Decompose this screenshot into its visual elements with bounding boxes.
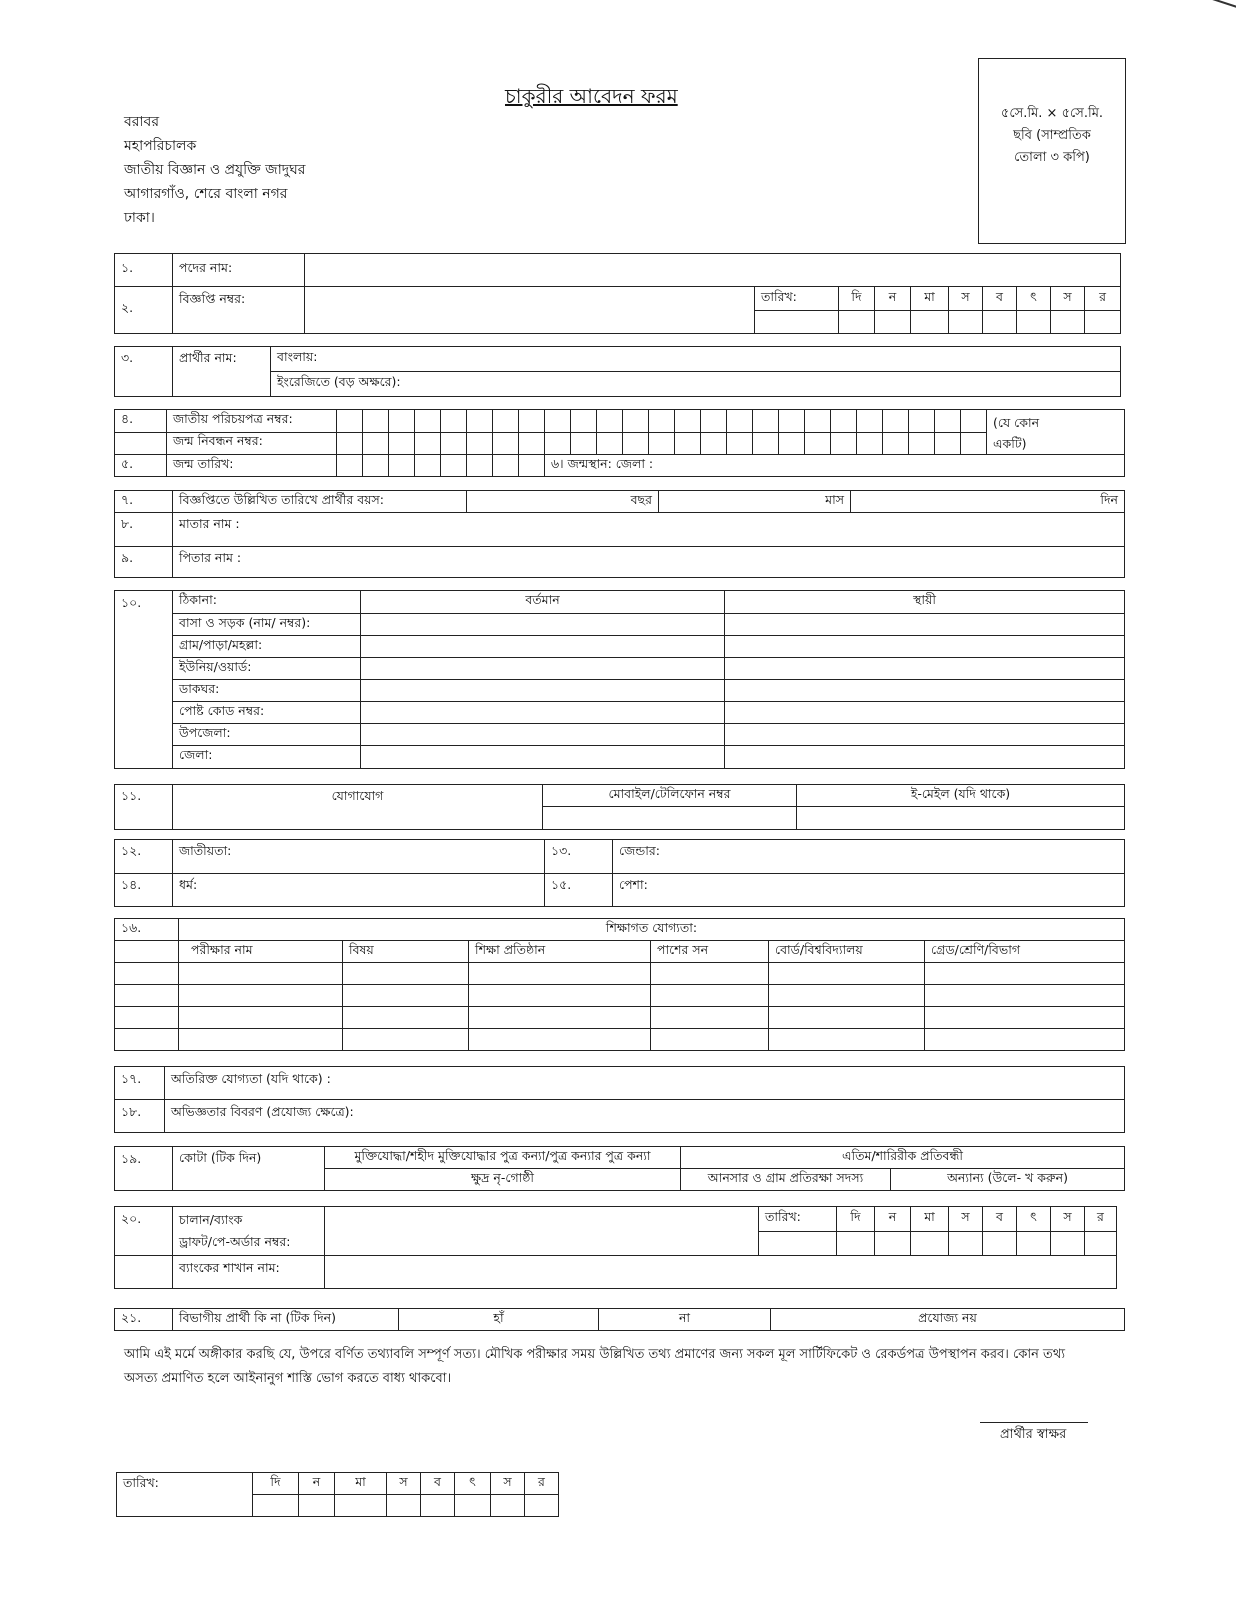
row-number: ১৫. [545,874,613,907]
date-digit-cell[interactable] [299,1495,335,1517]
edu-cell[interactable] [651,985,769,1007]
digit-box[interactable] [337,455,363,477]
row-number: ১৭. [115,1067,165,1100]
permanent-field[interactable] [725,746,1125,769]
edu-cell[interactable] [769,1007,925,1029]
phone-header: মোবাইল/টেলিফোন নম্বর [543,785,797,807]
quota-ethnic-minority[interactable]: ক্ষুদ্র নৃ-গোষ্ঠী [325,1169,681,1191]
address-line: বরাবর [124,114,160,130]
quota-label: কোটা (টিক দিন) [173,1147,325,1191]
date-letter: মা [911,1207,949,1232]
option-yes[interactable]: হাঁ [399,1309,599,1331]
address-label: গ্রাম/পাড়া/মহল্লা: [173,636,361,658]
digit-box[interactable] [727,432,753,455]
address-label: উপজেলা: [173,724,361,746]
recipient-address [124,110,305,230]
birthplace-field[interactable]: ৬। জন্মস্থান: জেলা : [545,455,1125,477]
date-digit-cell[interactable] [455,1495,491,1517]
digit-box[interactable] [519,432,545,455]
name-bangla-field[interactable]: বাংলায়: [271,347,1121,372]
table-row [115,1007,1125,1029]
edu-header: শিক্ষা প্রতিষ্ঠান [469,941,651,963]
digit-box[interactable] [831,432,857,455]
permanent-field[interactable] [725,724,1125,746]
address-line: জাতীয় বিজ্ঞান ও প্রযুক্তি জাদুঘর [124,162,306,178]
digit-box[interactable] [389,455,415,477]
row-number: ২১. [115,1309,173,1331]
date-letter: মা [911,287,949,311]
digit-box[interactable] [727,410,753,433]
digit-box[interactable] [701,432,727,455]
digit-box[interactable] [935,432,961,455]
date-digit-cell[interactable] [911,311,949,334]
declaration-text: আমি এই মর্মে অঙ্গীকার করছি যে, উপরে বর্ণিত তথ্যাবলি সম্পূর্ণ সত্য। মৌখিক পরীক্ষার সময় উল্লিখিত তথ্য প্রমাণের জন্য সকল মূল সার্টিফিকেট ও রেকর্ডপত্র উপস্থাপন করব। কোন তথ্য অসত্য প্রমাণিত হলে আইনানুগ শাস্তি ভোগ করতে বাধ্য থাকবো। [124,1347,1066,1386]
date-letter: স [491,1473,525,1495]
edu-cell[interactable] [925,1007,1125,1029]
date-digit-cell[interactable] [875,311,911,334]
payment-label [173,1207,325,1256]
digit-box[interactable] [363,455,389,477]
date-letter: মা [335,1473,387,1495]
date-digit-cell[interactable] [837,1232,875,1256]
date-letter: স [1051,1207,1085,1232]
address-line: আগারগাঁও, শেরে বাংলা নগর [124,186,288,202]
date-letter: ৎ [1017,287,1051,311]
payment-label-line: ড্রাফট/পে-অর্ডার নম্বর: [179,1234,291,1249]
digit-box[interactable] [675,410,701,433]
digit-box[interactable] [909,432,935,455]
digit-box[interactable] [467,410,493,433]
edu-cell[interactable] [179,963,343,985]
digit-box[interactable] [519,455,545,477]
date-letter: স [1051,287,1085,311]
digit-box[interactable] [571,410,597,433]
present-field[interactable] [361,724,725,746]
row-number: ২. [115,287,173,334]
payment-label-line: চালান/ব্যাংক [179,1212,243,1227]
row-number: ১৮. [115,1100,165,1133]
religion-field[interactable]: ধর্ম: [173,874,545,907]
permanent-field[interactable] [725,636,1125,658]
date-letter: স [387,1473,421,1495]
row-number: ৮. [115,513,173,547]
date-letter: র [1085,1207,1117,1232]
address-label: পোষ্ট কোড নম্বর: [173,702,361,724]
blank-cell [115,985,179,1007]
extra-qualification-field[interactable]: অতিরিক্ত যোগ্যতা (যদি থাকে) : [165,1067,1125,1100]
quota-other[interactable]: অন্যান্য (উলে- খ করুন) [891,1169,1125,1191]
date-label: তারিখ: [759,1207,837,1232]
permanent-field[interactable] [725,614,1125,636]
row-number: ৩. [115,347,173,397]
edu-cell[interactable] [769,963,925,985]
present-field[interactable] [361,702,725,724]
permanent-field[interactable] [725,658,1125,680]
digit-box[interactable] [493,432,519,455]
notice-number-label: বিজ্ঞপ্তি নম্বর: [173,287,305,334]
edu-header: পাশের সন [651,941,769,963]
age-years-field[interactable]: বছর [467,491,659,513]
date-digit-cell[interactable] [1017,1232,1051,1256]
date-digit-cell[interactable] [949,311,983,334]
edu-header: গ্রেড/শ্রেণি/বিভাগ [925,941,1125,963]
date-digit-cell[interactable] [875,1232,911,1256]
permanent-field[interactable] [725,680,1125,702]
present-header: বর্তমান [361,591,725,614]
email-header: ই-মেইল (যদি থাকে) [797,785,1125,807]
date-letter: দি [837,1207,875,1232]
section-extra [114,1066,1125,1133]
edu-cell[interactable] [769,985,925,1007]
date-blank [755,311,839,334]
date-digit-cell[interactable] [525,1495,559,1517]
date-digit-cell[interactable] [1085,1232,1117,1256]
digit-box[interactable] [415,410,441,433]
section-address [114,590,1125,769]
date-digit-cell[interactable] [253,1495,299,1517]
father-name-field[interactable]: পিতার নাম : [173,547,1125,578]
edu-cell[interactable] [469,1007,651,1029]
photo-box[interactable] [978,58,1126,244]
digit-box[interactable] [337,410,363,433]
date-letter: ৎ [1017,1207,1051,1232]
edu-cell[interactable] [343,985,469,1007]
digit-box[interactable] [571,432,597,455]
section-departmental [114,1308,1125,1331]
digit-box[interactable] [935,410,961,433]
payment-number-field[interactable] [325,1207,759,1256]
date-letter: স [949,287,983,311]
footer-date [116,1472,559,1517]
gender-field[interactable]: জেন্ডার: [613,840,1125,874]
edu-cell[interactable] [769,1029,925,1051]
age-months-field[interactable]: মাস [659,491,851,513]
edu-cell[interactable] [925,1029,1125,1051]
row-number: ৯. [115,547,173,578]
address-label: ইউনিয়/ওয়ার্ড: [173,658,361,680]
digit-box[interactable] [753,410,779,433]
date-digit-cell[interactable] [983,311,1017,334]
address-label: বাসা ও সড়ক (নাম/ নম্বর): [173,614,361,636]
row-number-blank [115,432,167,455]
edu-header: পরীক্ষার নাম [179,941,343,963]
digit-box[interactable] [857,432,883,455]
present-field[interactable] [361,658,725,680]
section-post [114,253,1121,334]
photo-note: তোলা ৩ কপি) [1014,150,1090,165]
edu-cell[interactable] [651,963,769,985]
row-number: ১৩. [545,840,613,874]
digit-box[interactable] [441,432,467,455]
quota-ansar-vdp[interactable]: আনসার ও গ্রাম প্রতিরক্ষা সদস্য [681,1169,891,1191]
digit-box[interactable] [701,410,727,433]
signature-label: প্রার্থীর স্বাক্ষর [1000,1427,1067,1442]
nationality-field[interactable]: জাতীয়তা: [173,840,545,874]
edu-cell[interactable] [925,963,1125,985]
edu-cell[interactable] [469,963,651,985]
date-digit-cell[interactable] [1051,311,1085,334]
digit-box[interactable] [389,410,415,433]
date-letter: দি [839,287,875,311]
birth-reg-label: জন্ম নিবন্ধন নম্বর: [167,432,337,455]
digit-box[interactable] [649,432,675,455]
date-digit-cell[interactable] [949,1232,983,1256]
photo-size: ৫সে.মি. × ৫সে.মি. [1000,106,1104,121]
date-digit-cell[interactable] [911,1232,949,1256]
section-quota [114,1146,1125,1191]
date-label: তারিখ: [755,287,839,311]
digit-box[interactable] [545,432,571,455]
edu-cell[interactable] [651,1029,769,1051]
digit-box[interactable] [389,432,415,455]
digit-box[interactable] [883,432,909,455]
note-line: একটি) [993,436,1027,451]
option-not-applicable[interactable]: প্রযোজ্য নয় [771,1309,1125,1331]
date-digit-cell[interactable] [387,1495,421,1517]
departmental-label: বিভাগীয় প্রার্থী কি না (টিক দিন) [173,1309,399,1331]
date-letter: ৎ [455,1473,491,1495]
digit-box[interactable] [649,410,675,433]
blank-cell [115,941,179,963]
present-field[interactable] [361,636,725,658]
row-number: ৭. [115,491,173,513]
section-age-parents [114,490,1125,578]
education-title: শিক্ষাগত যোগ্যতা: [179,919,1125,941]
section-name [114,346,1121,397]
digit-box[interactable] [623,410,649,433]
permanent-field[interactable] [725,702,1125,724]
digit-box[interactable] [415,432,441,455]
row-number: ২০. [115,1207,173,1256]
table-row [115,1029,1125,1051]
edu-cell[interactable] [343,1029,469,1051]
post-name-label: পদের নাম: [173,254,305,287]
digit-box[interactable] [467,455,493,477]
section-contact [114,784,1125,830]
edu-cell[interactable] [179,1007,343,1029]
digit-box[interactable] [883,410,909,433]
row-number: ১৬. [115,919,179,941]
section-personal [114,839,1125,907]
either-one-note [987,410,1125,455]
digit-box[interactable] [779,410,805,433]
digit-box[interactable] [961,432,987,455]
date-letter: স [949,1207,983,1232]
date-digit-cell[interactable] [1051,1232,1085,1256]
date-letter: ন [875,1207,911,1232]
edu-cell[interactable] [179,1029,343,1051]
nid-label: জাতীয় পরিচয়পত্র নম্বর: [167,410,337,433]
address-line: মহাপরিচালক [124,138,197,154]
date-label: তারিখ: [117,1473,253,1517]
digit-box[interactable] [779,432,805,455]
digit-box[interactable] [363,432,389,455]
digit-box[interactable] [467,432,493,455]
digit-box[interactable] [831,410,857,433]
edu-cell[interactable] [343,1007,469,1029]
section-payment [114,1206,1117,1289]
row-number: ১. [115,254,173,287]
address-label: ডাকঘর: [173,680,361,702]
blank-cell [115,1029,179,1051]
dob-label: জন্ম তারিখ: [167,455,337,477]
date-letter: ব [983,287,1017,311]
email-field[interactable] [797,807,1125,830]
experience-field[interactable]: অভিজ্ঞতার বিবরণ (প্রযোজ্য ক্ষেত্রে): [165,1100,1125,1133]
bank-branch-label: ব্যাংকের শাখান নাম: [173,1256,325,1289]
digit-box[interactable] [909,410,935,433]
edu-header: বোর্ড/বিশ্ববিদ্যালয় [769,941,925,963]
date-digit-cell[interactable] [1085,311,1121,334]
age-label: বিজ্ঞপ্তিতে উল্লিখিত তারিখে প্রার্থীর বয়স: [173,491,467,513]
photo-note: ছবি (সাম্প্রতিক [1013,128,1091,143]
date-digit-cell[interactable] [1017,311,1051,334]
date-digit-cell[interactable] [983,1232,1017,1256]
edu-cell[interactable] [179,985,343,1007]
signature-line[interactable] [980,1422,1088,1423]
date-letter: ন [299,1473,335,1495]
date-digit-cell[interactable] [335,1495,387,1517]
table-row [115,985,1125,1007]
scan-edge-mark [1197,0,1236,16]
row-number: ৪. [115,410,167,433]
digit-box[interactable] [805,432,831,455]
digit-box[interactable] [753,432,779,455]
row-number: ১০. [115,591,173,769]
form-title: চাকুরীর আবেদন ফরম [505,84,678,108]
date-blank [759,1232,837,1256]
row-number: ১৪. [115,874,173,907]
digit-box[interactable] [441,410,467,433]
digit-box[interactable] [493,455,519,477]
address-line: ঢাকা। [124,210,155,226]
date-digit-cell[interactable] [491,1495,525,1517]
address-label: জেলা: [173,746,361,769]
digit-box[interactable] [441,455,467,477]
notice-number-field[interactable] [305,287,755,334]
edu-cell[interactable] [651,1007,769,1029]
table-row [115,963,1125,985]
permanent-header: স্থায়ী [725,591,1125,614]
option-no[interactable]: না [599,1309,771,1331]
digit-box[interactable] [597,432,623,455]
section-id [114,409,1125,477]
row-number: ১৯. [115,1147,173,1191]
quota-orphan-disabled[interactable]: এতিম/শারিরীক প্রতিবন্ধী [681,1147,1125,1169]
row-number: ৫. [115,455,167,477]
blank-cell [115,963,179,985]
digit-box[interactable] [623,432,649,455]
date-letter: ন [875,287,911,311]
date-letter: দি [253,1473,299,1495]
age-days-field[interactable]: দিন [851,491,1125,513]
present-field[interactable] [361,680,725,702]
present-field[interactable] [361,746,725,769]
edu-cell[interactable] [469,1029,651,1051]
post-name-field[interactable] [305,254,1121,287]
contact-label: যোগাযোগ [173,785,543,830]
date-digit-cell[interactable] [839,311,875,334]
date-letter: র [525,1473,559,1495]
occupation-field[interactable]: পেশা: [613,874,1125,907]
digit-box[interactable] [415,455,441,477]
row-number: ১১. [115,785,173,830]
date-letter: র [1085,287,1121,311]
edu-cell[interactable] [469,985,651,1007]
digit-box[interactable] [493,410,519,433]
edu-cell[interactable] [925,985,1125,1007]
address-label: ঠিকানা: [173,591,361,614]
row-number-blank [115,1256,173,1289]
quota-freedom-fighter[interactable]: মুক্তিযোদ্ধা/শহীদ মুক্তিযোদ্ধার পুত্র কন্যা/পুত্র কন্যার পুত্র কন্যা [325,1147,681,1169]
row-number: ১২. [115,840,173,874]
name-english-field[interactable]: ইংরেজিতে (বড় অক্ষরে): [271,372,1121,397]
mother-name-field[interactable]: মাতার নাম : [173,513,1125,547]
digit-box[interactable] [961,410,987,433]
digit-box[interactable] [805,410,831,433]
bank-branch-field[interactable] [325,1256,1117,1289]
digit-box[interactable] [675,432,701,455]
blank-cell [115,1007,179,1029]
digit-box[interactable] [545,410,571,433]
digit-box[interactable] [337,432,363,455]
note-line: (যে কোন [993,415,1040,430]
applicant-name-label: প্রার্থীর নাম: [173,347,271,397]
section-education [114,918,1125,1051]
date-letter: ব [983,1207,1017,1232]
date-digit-cell[interactable] [421,1495,455,1517]
digit-box[interactable] [363,410,389,433]
date-letter: ব [421,1473,455,1495]
digit-box[interactable] [597,410,623,433]
edu-header: বিষয় [343,941,469,963]
present-field[interactable] [361,614,725,636]
edu-cell[interactable] [343,963,469,985]
digit-box[interactable] [857,410,883,433]
phone-field[interactable] [543,807,797,830]
digit-box[interactable] [519,410,545,433]
